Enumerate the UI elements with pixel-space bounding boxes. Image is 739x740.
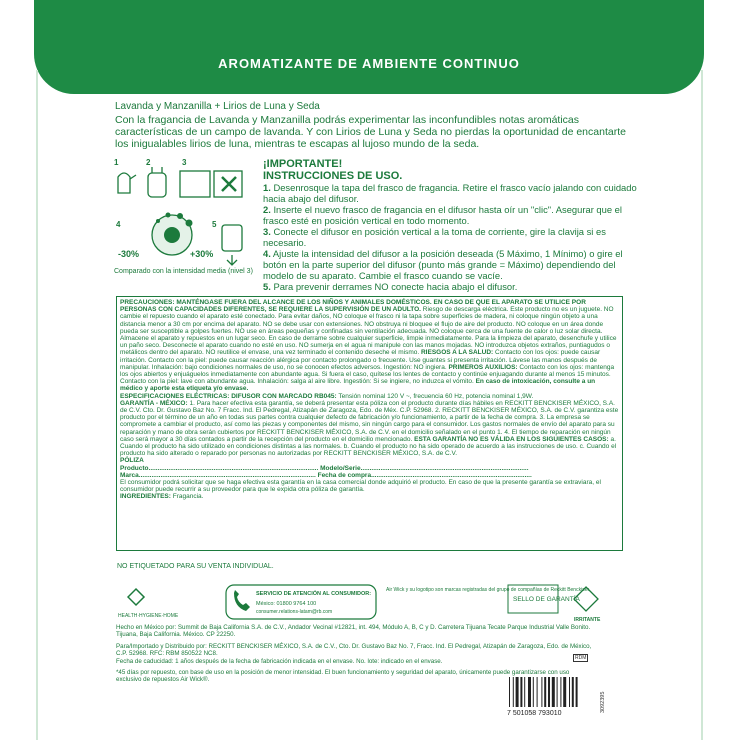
barcode-bar [560,677,561,707]
arrow-down-icon-2 [227,255,237,265]
important-heading: ¡IMPORTANTE! [263,158,343,170]
step-number-3: 3 [182,158,187,167]
rb-logo-icon [128,589,144,605]
service-phone: México: 01800 9764 100 [256,601,317,607]
distributed-by: Para/Importado y Distribuido por: RECKITT BENCKISER MÉXICO, S.A. de C.V., Cto. Dr. Gustavo Baz No. 7, Fracc. Ind. El Pedregal, Atizapán de Zaragoza, Edo. de México, C.P. 52968. RFC: RBM 850522 NC8. [116,642,592,658]
intensity-low: -30% [118,249,140,259]
barcode-bar [548,677,550,707]
barcode-bar [544,677,546,707]
poliza-brand: Marca.................................................................................................. Fecha de compra......................................................................................... [120,471,532,479]
barcode [505,675,593,717]
barcode-bar [533,677,534,707]
package-edge-left [36,70,38,740]
diffuser-down-icon [222,225,242,251]
legal-box [116,296,623,551]
arrow-down-icon [152,167,162,173]
phone-icon [234,590,250,611]
diffuser-icon [118,173,130,193]
logos-row [116,583,623,623]
steps-drawing [112,155,262,290]
product-title: AROMATIZANTE DE AMBIENTE CONTINUO [218,56,520,71]
instruction-step-5: 5. Para prevenir derrames NO conecte hacia abajo el difusor. [263,281,518,292]
poliza-product: Producto.............................................................................................. Modelo/Serie............................................................................................. [120,464,529,472]
rdm-mark: RDM [575,655,587,661]
not-for-individual-sale: NO ETIQUETADO PARA SU VENTA INDIVIDUAL. [117,563,274,570]
barcode-bar [513,677,514,707]
refill-note: *45 días por repuesto, con base de uso en la posición de menor intensidad. El buen funcionamiento y seguridad del aparato, únicamente puede garantizarse con uso exclusivo de repuestos Air Wick®. [116,669,570,684]
warranty-closing: El consumidor podrá solicitar que se haga efectiva esta garantía en la casa comercial donde adquirió el producto. En caso de que la presente garantía se extraviara, el consumidor puede recurrir a su proveedor para que le expida otra póliza de garantía. [120,479,601,494]
barcode-bar [516,677,519,707]
electrical-specs: ESPECIFICACIONES ELÉCTRICAS: DIFUSOR CON MARCADO RB045: Tensión nominal 120 V ~, frecuencia 60 Hz, potencia nominal 1,9W. [120,392,534,400]
instruction-step-3: 3. Conecte el difusor en posición vertical a la toma de corriente, gire la clavija si es necesario. [263,226,606,248]
barcode-bar [524,677,525,707]
barcode-bar [520,677,522,707]
barcode-bar [576,677,578,707]
service-title: SERVICIO DE ATENCIÓN AL CONSUMIDOR: [256,591,372,597]
arrow-icon [130,175,136,179]
intensity-high: +30% [190,249,214,259]
barcode-bar [537,677,538,707]
precautions: PRECAUCIONES: MANTÉNGASE FUERA DEL ALCANCE DE LOS NIÑOS Y ANIMALES DOMÉSTICOS. EN CASO DE QUE EL APARATO SE UTILICE POR PERSONAS CON CAPACIDADES DIFERENTES, SE REQUIERE LA SUPERVISIÓN DE UN ADULTO. Riesgo de descarga eléctrica. Este producto no es un juguete. NO cambie el repuesto cuando el aparato esté conectado. Para evitar daños, NO coloque el frasco ni la tapa sobre superficies de madera, ni coloque ningún objeto a una distancia menor a 30 cm por encima del aparato. NO se debe usar con extensiones. NO obstruya ni bloquee el flujo de aire del producto. NO coloque en un área donde pueda ser susceptible a golpes fuertes. NO use en áreas pequeñas y confinadas sin ventilación adecuada. NO coloque cerca de una fuente de calor o luz solar directa. Almacene el aparato y repuestos en un lugar seco. En caso de derrame sobre cualquier superficie, limpie inmediatamente. Para la limpieza del aparato, desenchufe y utilice un paño seco. Desconecte el aparato cuando no esté en uso. NO sumerja en el agua ni manipule con las manos mojadas. NO introduzca objetos extraños, puntiagudos o metálicos dentro del aparato. NO reutilice el envase, una vez terminado el contenido deseche el mismo. RIESGOS A LA SALUD: Contacto con los ojos: puede causar irritación. Contacto con la piel: puede causar reacción alérgica por contacto prolongado o frecuente. Use guantes si presenta irritación. Lávese las manos después de manipular. Inhalación: bajo condiciones normales de uso, no se conocen efectos adversos. Ingestión: NO ingiera. PRIMEROS AUXILIOS: Contacto con los ojos: mantenga los ojos abiertos y enjuáguelos inmediatamente con abundante agua. Si fuera el caso, quítese los lentes de contacto y continúe enjuagando durante al menos 15 minutos. Contacto con la piel: lave con abundante agua. Inhalación: salga al aire libre. Ingestión: Si se ingiere, no induzca el vómito. En caso de intoxicación, consulte a un médico y aporte esta etiqueta y/o envase. [120,299,617,393]
step-number-2: 2 [146,158,151,167]
intensity-caption: Comparado con la intensidad media (nivel 3) [114,268,253,275]
barcode-drawing [505,675,593,717]
header-band [34,0,704,94]
instructions-heading: INSTRUCCIONES DE USO. [263,170,403,182]
batch-number: 3092395 [600,691,606,713]
barcode-bar [572,677,574,707]
bottle-icon [148,173,166,197]
barcode-bar [509,677,510,707]
health-hygiene-home: HEALTH·HYGIENE·HOME [118,613,179,619]
service-email: consumer.relations-latam@rb.com [256,609,333,615]
package-edge-right [701,70,703,740]
cross-icon [222,177,236,191]
instructions [263,158,641,292]
barcode-bar [569,677,570,707]
ingredients: INGREDIENTES: Fragancia. [120,493,204,501]
irritant-label: IRRITANTE [574,617,601,623]
barcode-bar [541,677,542,707]
product-description: Con la fragancia de Lavanda y Manzanilla podrás experimentar las inconfundibles notas aromáticas características de un campo de lavanda. Y con Lirios de Luna y Seda no pierdas la oportunidad de encantarte los inigualables lirios de luna, mientras te escapas al lujoso mundo de la seda. [115,114,626,150]
step-number-4: 4 [116,220,121,229]
barcode-bar [552,677,555,707]
instruction-step-4: 4. Ajuste la intensidad del difusor a la posición deseada (5 Máximo, 1 Mínimo) o gire el botón en la parte superior del difusor (punto más grande = Máximo) dependiendo del modelo de su aparato. Cambie el frasco cuando se vacíe. [263,248,623,281]
airwick-trademark: Air Wick y su logotipo son marcas registradas del grupo de compañías de Reckitt Benckiser. [386,587,591,593]
logos-drawing [116,583,623,623]
expiry: Fecha de caducidad: 1 años después de la fecha de fabricación indicada en el envase. No. lote: indicado en el envase. [116,657,443,665]
instruction-step-1: 1. Desenrosque la tapa del frasco de fragancia. Retire el frasco vacío jalando con cuidado hacia abajo del difusor. [263,182,637,204]
barcode-digits: 7 501058 793010 [507,710,562,717]
warranty: GARANTÍA - MÉXICO: 1. Para hacer efectiva esta garantía, se deberá presentar esta póliza con el producto durante días hábiles en RECKITT BENCKISER MÉXICO, S.A. de C.V. Cto. Dr. Gustavo Baz No. 7 Fracc. Ind. El Pedregal, Atizapán de Zaragoza, Edo. de Méx. C.P. 52968. 2. RECKITT BENCKISER MÉXICO, S.A. de C.V. garantiza este producto por el término de un año en todas sus partes contra cualquier defecto de fabricación y/o funcionamiento, a partir de la fecha de compra. 3. La empresa se compromete a cambiar el producto, así como las piezas y componentes del mismo, sin ningún cargo para el consumidor. Los gastos normales de envío del aparato para su reparación y mano de obra serán cubiertos por RECKITT BENCKISER MÉXICO, S.A. de C.V. en el domicilio señalado en el punto 1. 4. El tiempo de reparación en ningún caso será mayor a 30 días contados a partir de la recepción del producto en el domicilio mencionado. ESTA GARANTÍA NO ES VÁLIDA EN LOS SIGUIENTES CASOS: a. Cuando el producto ha sido utilizado en condiciones distintas a las normales. b. Cuando el producto no ha sido operado de acuerdo a las instrucciones de uso. c. Cuando el producto ha sido alterado o reparado por personas no autorizadas por RECKITT BENCKISER MÉXICO, S.A. de C.V. [120,399,619,458]
fragrance-name: Lavanda y Manzanilla + Lirios de Luna y Seda [115,101,320,112]
poliza-heading: PÓLIZA [120,457,144,465]
barcode-bar [528,677,531,707]
warranty-seal: SELLO DE GARANTÍA [513,596,580,603]
outlet-icon [180,171,210,197]
instruction-step-2: 2. Inserte el nuevo frasco de fragancia en el difusor hasta oír un "clic". Asegurar que el frasco esté en posición vertical en todo momento. [263,204,622,226]
barcode-bar [557,677,558,707]
step-number-1: 1 [114,158,119,167]
steps-illustration [112,155,262,290]
barcode-bar [563,677,566,707]
made-in: Hecho en México por: Summit de Baja California S.A. de C.V., Andador Vecinal #12821, int. 494, Módulo A, B, C y D. Carretera Tijuana Tecate Parque Industrial Valle Bonito. Tijuana, Baja California. México. CP 22250. [116,624,591,639]
step-number-5: 5 [212,220,217,229]
